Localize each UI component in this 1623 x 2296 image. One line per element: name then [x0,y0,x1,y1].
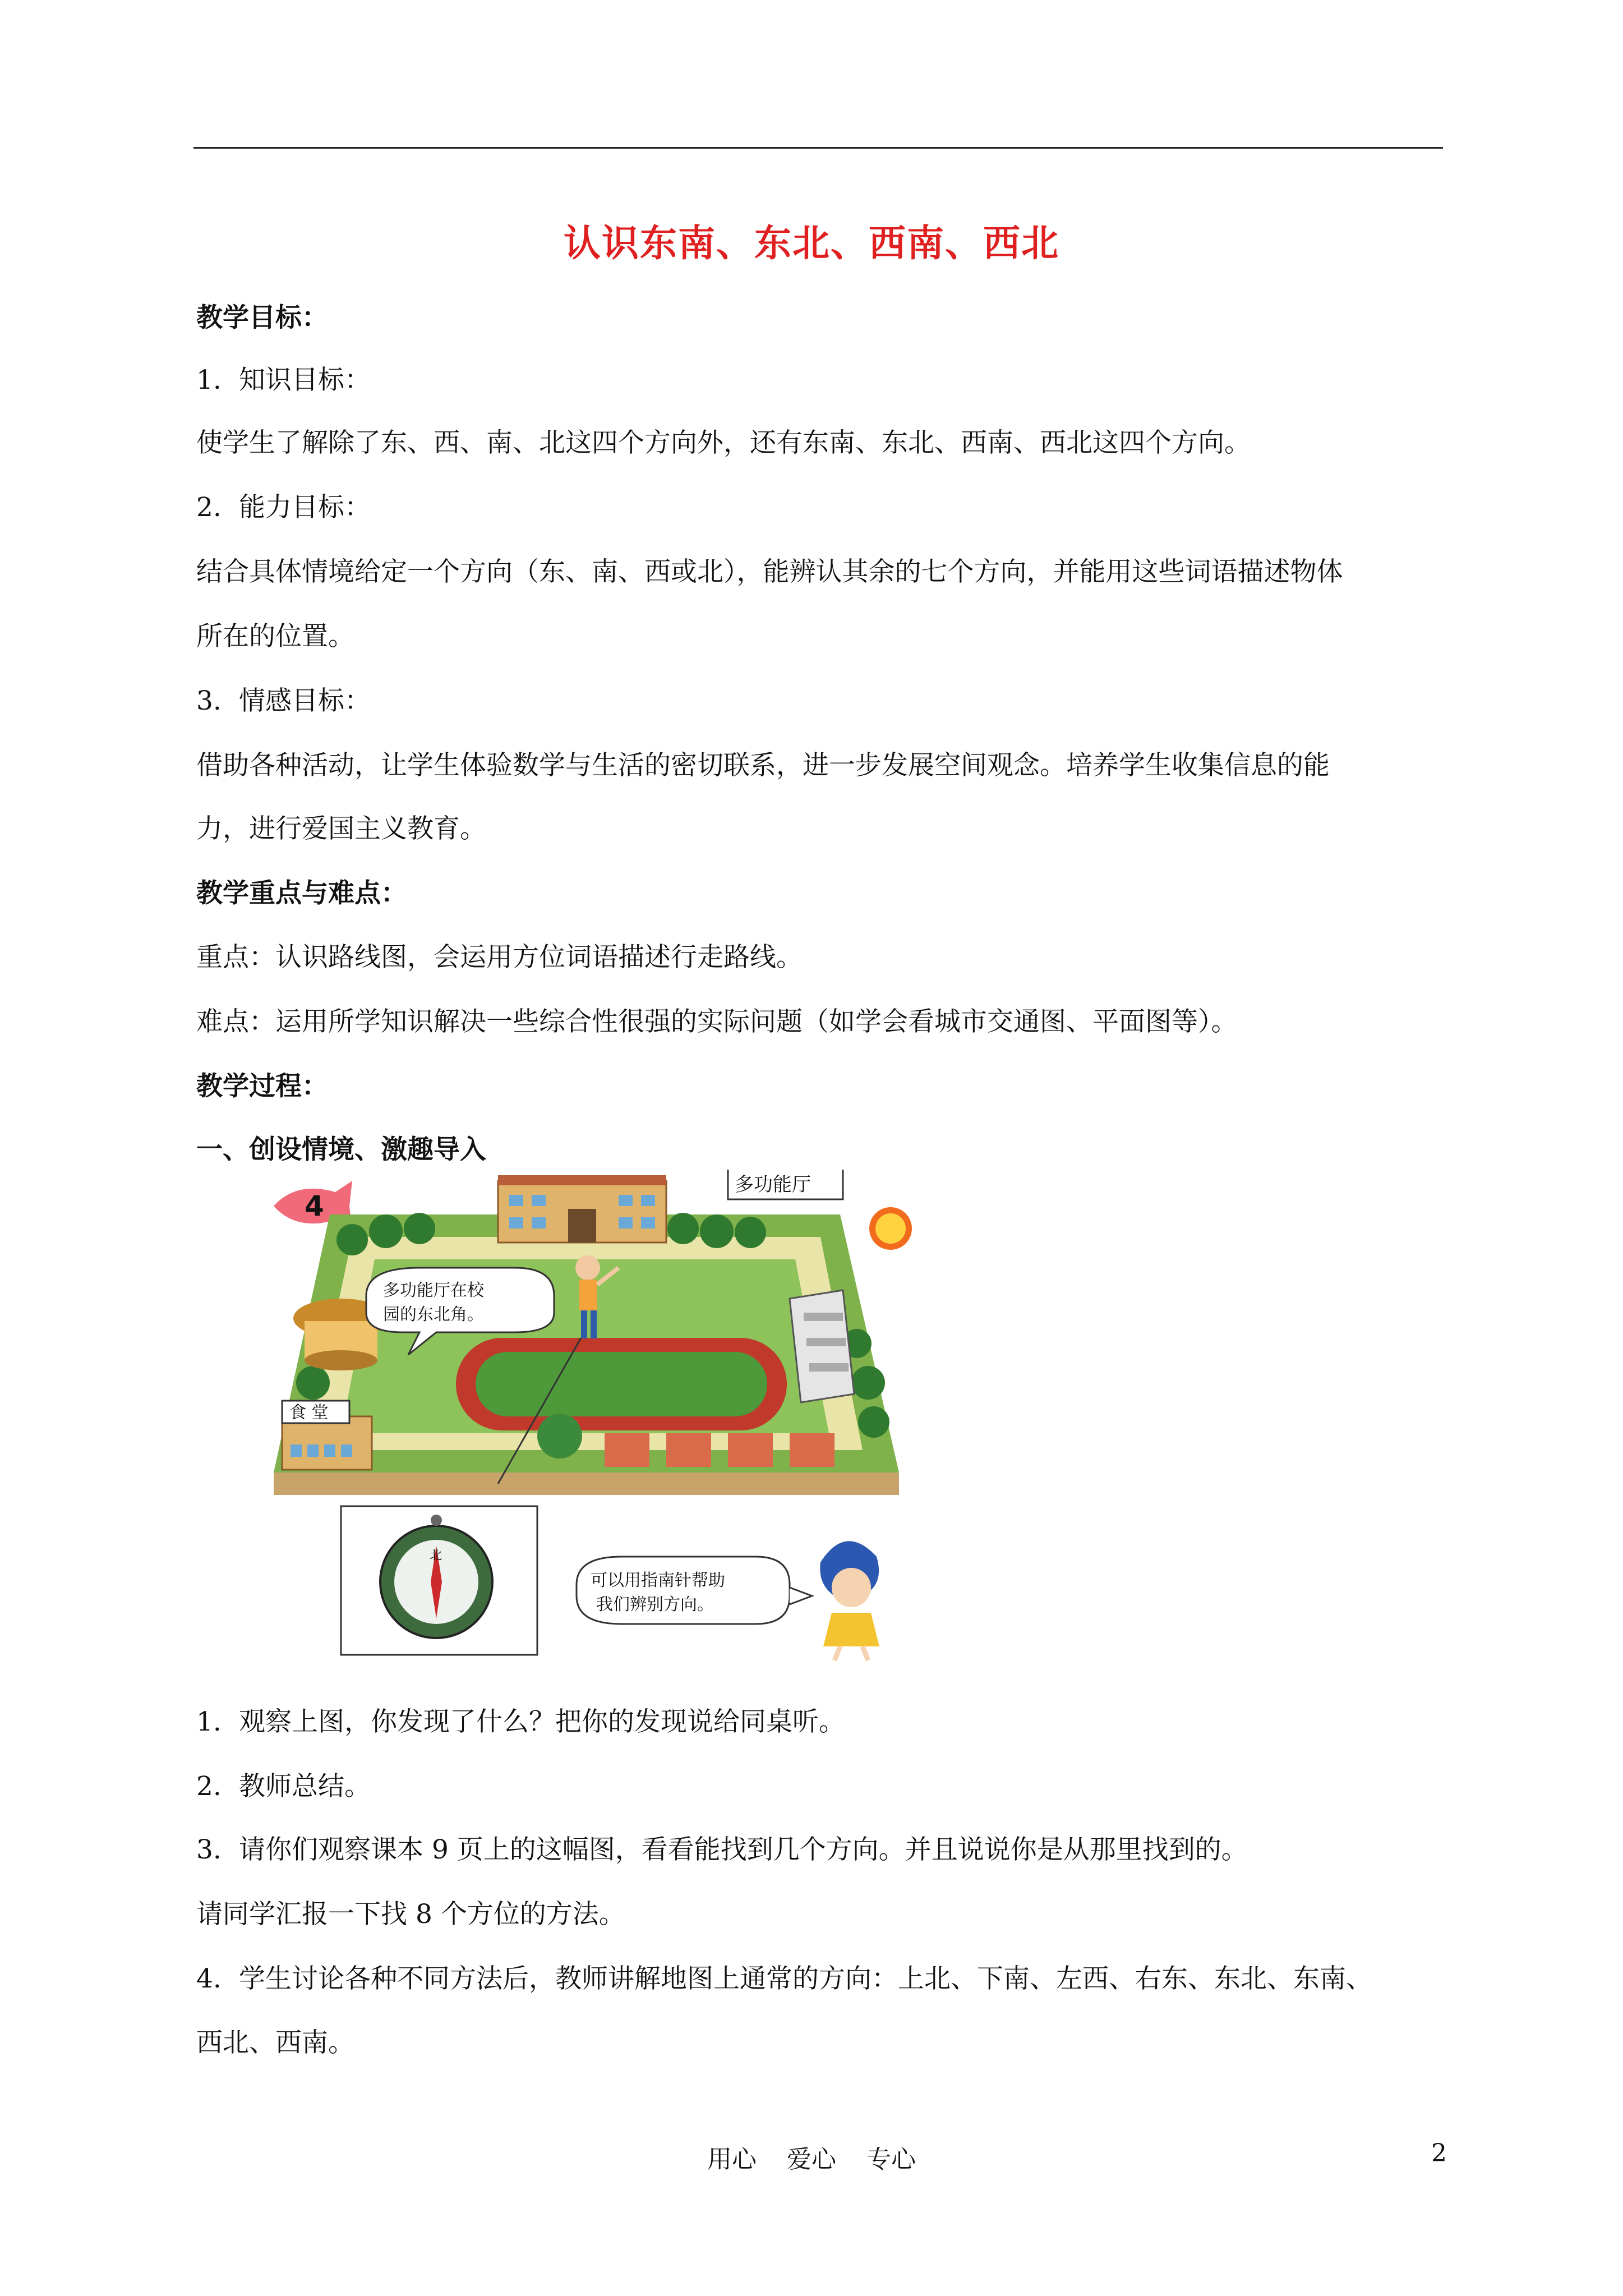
goal-2-number: 2. [196,492,222,523]
step-3 [196,1833,1248,1867]
goal-1-label-text: 知识目标： [239,365,371,395]
compass-panel [341,1506,537,1655]
svg-text:我们辨别方向。: 我们辨别方向。 [596,1595,714,1614]
goal-1-label [196,364,371,397]
step-4-text-line-2: 西北、西南。 [196,2027,354,2058]
step-3-text: 请你们观察课本 9 页上的这幅图，看看能找到几个方向。并且说说你是从那里找到的。 [239,1834,1248,1865]
step-4-text-line-1: 学生讨论各种不同方法后，教师讲解地图上通常的方向：上北、下南、左西、右东、东北、东南、 [239,1963,1372,1994]
step-1-number: 1. [196,1706,222,1737]
running-track [456,1338,787,1430]
step-3-number: 3. [196,1834,222,1865]
process-heading: 教学过程： [196,1071,328,1102]
svg-text:多功能厅在校: 多功能厅在校 [383,1281,484,1300]
part-1-heading: 一、创设情境、激趣导入 [196,1134,486,1165]
goal-3-label [196,684,371,718]
key-points-heading: 教学重点与难点： [196,878,407,909]
goal-2-label-text: 能力目标： [239,492,371,523]
step-2 [196,1770,371,1803]
step-4 [196,1962,1372,1996]
step-2-text: 教师总结。 [239,1771,371,1802]
svg-text:多功能厅: 多功能厅 [735,1174,811,1196]
multi-function-hall-sign [728,1170,843,1199]
goal-1-text: 使学生了解除了东、西、南、北这四个方向外，还有东南、东北、西南、西北这四个方向。 [196,427,1251,458]
goal-1-number: 1. [196,365,222,395]
footer-motto: 用心 爱心 专心 [707,2145,916,2174]
goal-3-label-text: 情感目标： [239,685,371,716]
step-2-number: 2. [196,1771,222,1802]
goals-heading: 教学目标： [196,302,328,333]
key-point-text: 重点：认识路线图，会运用方位词语描述行走路线。 [196,942,803,973]
goal-2-text-line-2: 所在的位置。 [196,621,354,652]
multi-function-hall-building [790,1290,854,1402]
svg-text:北: 北 [430,1549,442,1563]
step-1 [196,1705,845,1739]
header-rule [193,147,1443,149]
goal-3-number: 3. [196,685,222,716]
svg-text:园的东北角。: 园的东北角。 [383,1305,484,1324]
goal-2-label [196,491,371,524]
campus-edge [274,1473,899,1495]
goal-3-text-line-1: 借助各种活动，让学生体验数学与生活的密切联系，进一步发展空间观念。培养学生收集信息的能 [196,750,1330,781]
fish-badge-number: 4 [305,1190,324,1222]
speech-bubble-compass-tip [577,1557,812,1624]
step-1-text: 观察上图，你发现了什么？把你的发现说给同桌听。 [239,1706,845,1737]
goal-3-text-line-2: 力，进行爱国主义教育。 [196,813,486,844]
step-3-extra: 请同学汇报一下找 8 个方位的方法。 [196,1899,625,1930]
goal-2-text-line-1: 结合具体情境给定一个方向（东、南、西或北），能辨认其余的七个方向，并能用这些词语描述物体 [196,556,1343,587]
girl-character [820,1541,879,1660]
page-number: 2 [1431,2139,1447,2168]
difficult-point-text: 难点：运用所学知识解决一些综合性很强的实际问题（如学会看城市交通图、平面图等）。 [196,1006,1238,1037]
svg-text:可以用指南针帮助: 可以用指南针帮助 [591,1571,725,1590]
main-building [498,1175,666,1243]
schoolyard-map-illustration [274,1170,919,1663]
svg-text:食 堂: 食 堂 [289,1403,329,1423]
document-title: 认识东南、东北、西南、西北 [564,221,1059,265]
step-4-number: 4. [196,1963,222,1994]
sun-icon [869,1207,912,1250]
